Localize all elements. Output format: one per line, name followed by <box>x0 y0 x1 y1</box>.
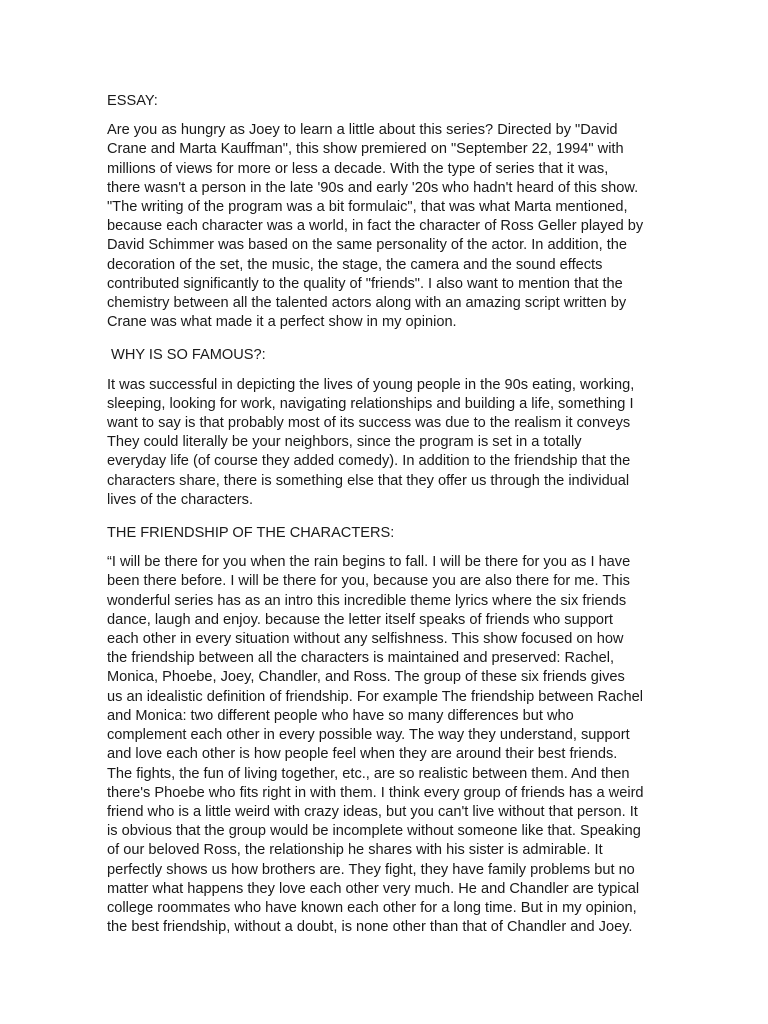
text-line: lives of the characters. <box>107 491 254 508</box>
section-friendship <box>107 524 667 937</box>
text-line: They could literally be your neighbors, since the program is set in a totally <box>107 434 582 451</box>
text-line: friend who is a little weird with crazy ideas, but you can't live without that person. It <box>107 803 638 820</box>
text-line: and Monica: two different people who have so many differences but who <box>107 707 574 724</box>
text-line: millions of views for more or less a decade. With the type of series that it was, <box>107 160 609 177</box>
text-line: everyday life (of course they added comedy). In addition to the friendship that the <box>107 453 631 470</box>
text-line: dance, laugh and enjoy. because the letter itself speaks of friends who support <box>107 611 613 628</box>
text-line: there wasn't a person in the late '90s and early '20s who hadn't heard of this show. <box>107 179 639 196</box>
text-line: contributed significantly to the quality of "friends". I also want to mention that the <box>107 275 623 292</box>
text-line: there's Phoebe who fits right in with them. I think every group of friends has a weird <box>107 784 644 801</box>
text-line: chemistry between all the talented actors along with an amazing script written by <box>107 295 627 312</box>
text-line: each other in every situation without any selfishness. This show focused on how <box>107 631 624 648</box>
text-line: Monica, Phoebe, Joey, Chandler, and Ross. The group of these six friends gives <box>107 669 625 686</box>
text-line: decoration of the set, the music, the stage, the camera and the sound effects <box>107 256 603 273</box>
section-heading-essay: ESSAY: <box>107 93 158 109</box>
text-line: perfectly shows us how brothers are. They fight, they have family problems but no <box>107 861 635 878</box>
text-line: want to say is that probably most of its success was due to the realism it conveys <box>107 415 631 432</box>
text-line: Are you as hungry as Joey to learn a little about this series? Directed by "David <box>107 122 618 139</box>
text-line: "The writing of the program was a bit formulaic", that was what Marta mentioned, <box>107 199 628 216</box>
text-line: us an idealistic definition of friendship. For example The friendship between Rachel <box>107 688 643 705</box>
text-line: The fights, the fun of living together, etc., are so realistic between them. And then <box>107 765 630 782</box>
friendship-paragraph <box>107 553 667 937</box>
text-line: of our beloved Ross, the relationship he shares with his sister is admirable. It <box>107 842 603 859</box>
text-line: wonderful series has as an intro this incredible theme lyrics where the six friends <box>107 592 627 609</box>
text-line: characters share, there is something else that they offer us through the individual <box>107 472 630 489</box>
text-line: Crane was what made it a perfect show in my opinion. <box>107 314 457 331</box>
section-essay <box>107 92 667 332</box>
text-line: the best friendship, without a doubt, is none other than that of Chandler and Joey. <box>107 919 633 936</box>
section-heading-why-famous: WHY IS SO FAMOUS?: <box>107 347 266 364</box>
text-line: because each character was a world, in fact the character of Ross Geller played by <box>107 218 644 235</box>
text-line: the friendship between all the characters is maintained and preserved: Rachel, <box>107 650 615 667</box>
section-heading-friendship: THE FRIENDSHIP OF THE CHARACTERS: <box>107 525 395 542</box>
text-line: complement each other in every possible way. The way they understand, support <box>107 727 630 744</box>
text-line: matter what happens they love each other very much. He and Chandler are typical <box>107 880 640 897</box>
text-line: David Schimmer was based on the same personality of the actor. In addition, the <box>107 237 627 254</box>
text-line: It was successful in depicting the lives of young people in the 90s eating, working, <box>107 376 635 393</box>
section-why-famous <box>107 346 667 510</box>
text-line: college roommates who have known each other for a long time. But in my opinion, <box>107 899 637 916</box>
essay-document <box>107 92 667 951</box>
essay-paragraph <box>107 121 667 332</box>
text-line: is obvious that the group would be incomplete without someone like that. Speaking <box>107 823 641 840</box>
text-line: Crane and Marta Kauffman", this show premiered on "September 22, 1994" with <box>107 141 624 158</box>
text-line: sleeping, looking for work, navigating relationships and building a life, something I <box>107 395 634 412</box>
text-line: been there before. I will be there for you, because you are also there for me. This <box>107 573 630 590</box>
text-line: and love each other is how people feel when they are around their best friends. <box>107 746 618 763</box>
text-line: “I will be there for you when the rain begins to fall. I will be there for you as I have <box>107 554 631 571</box>
why-famous-paragraph <box>107 376 667 510</box>
